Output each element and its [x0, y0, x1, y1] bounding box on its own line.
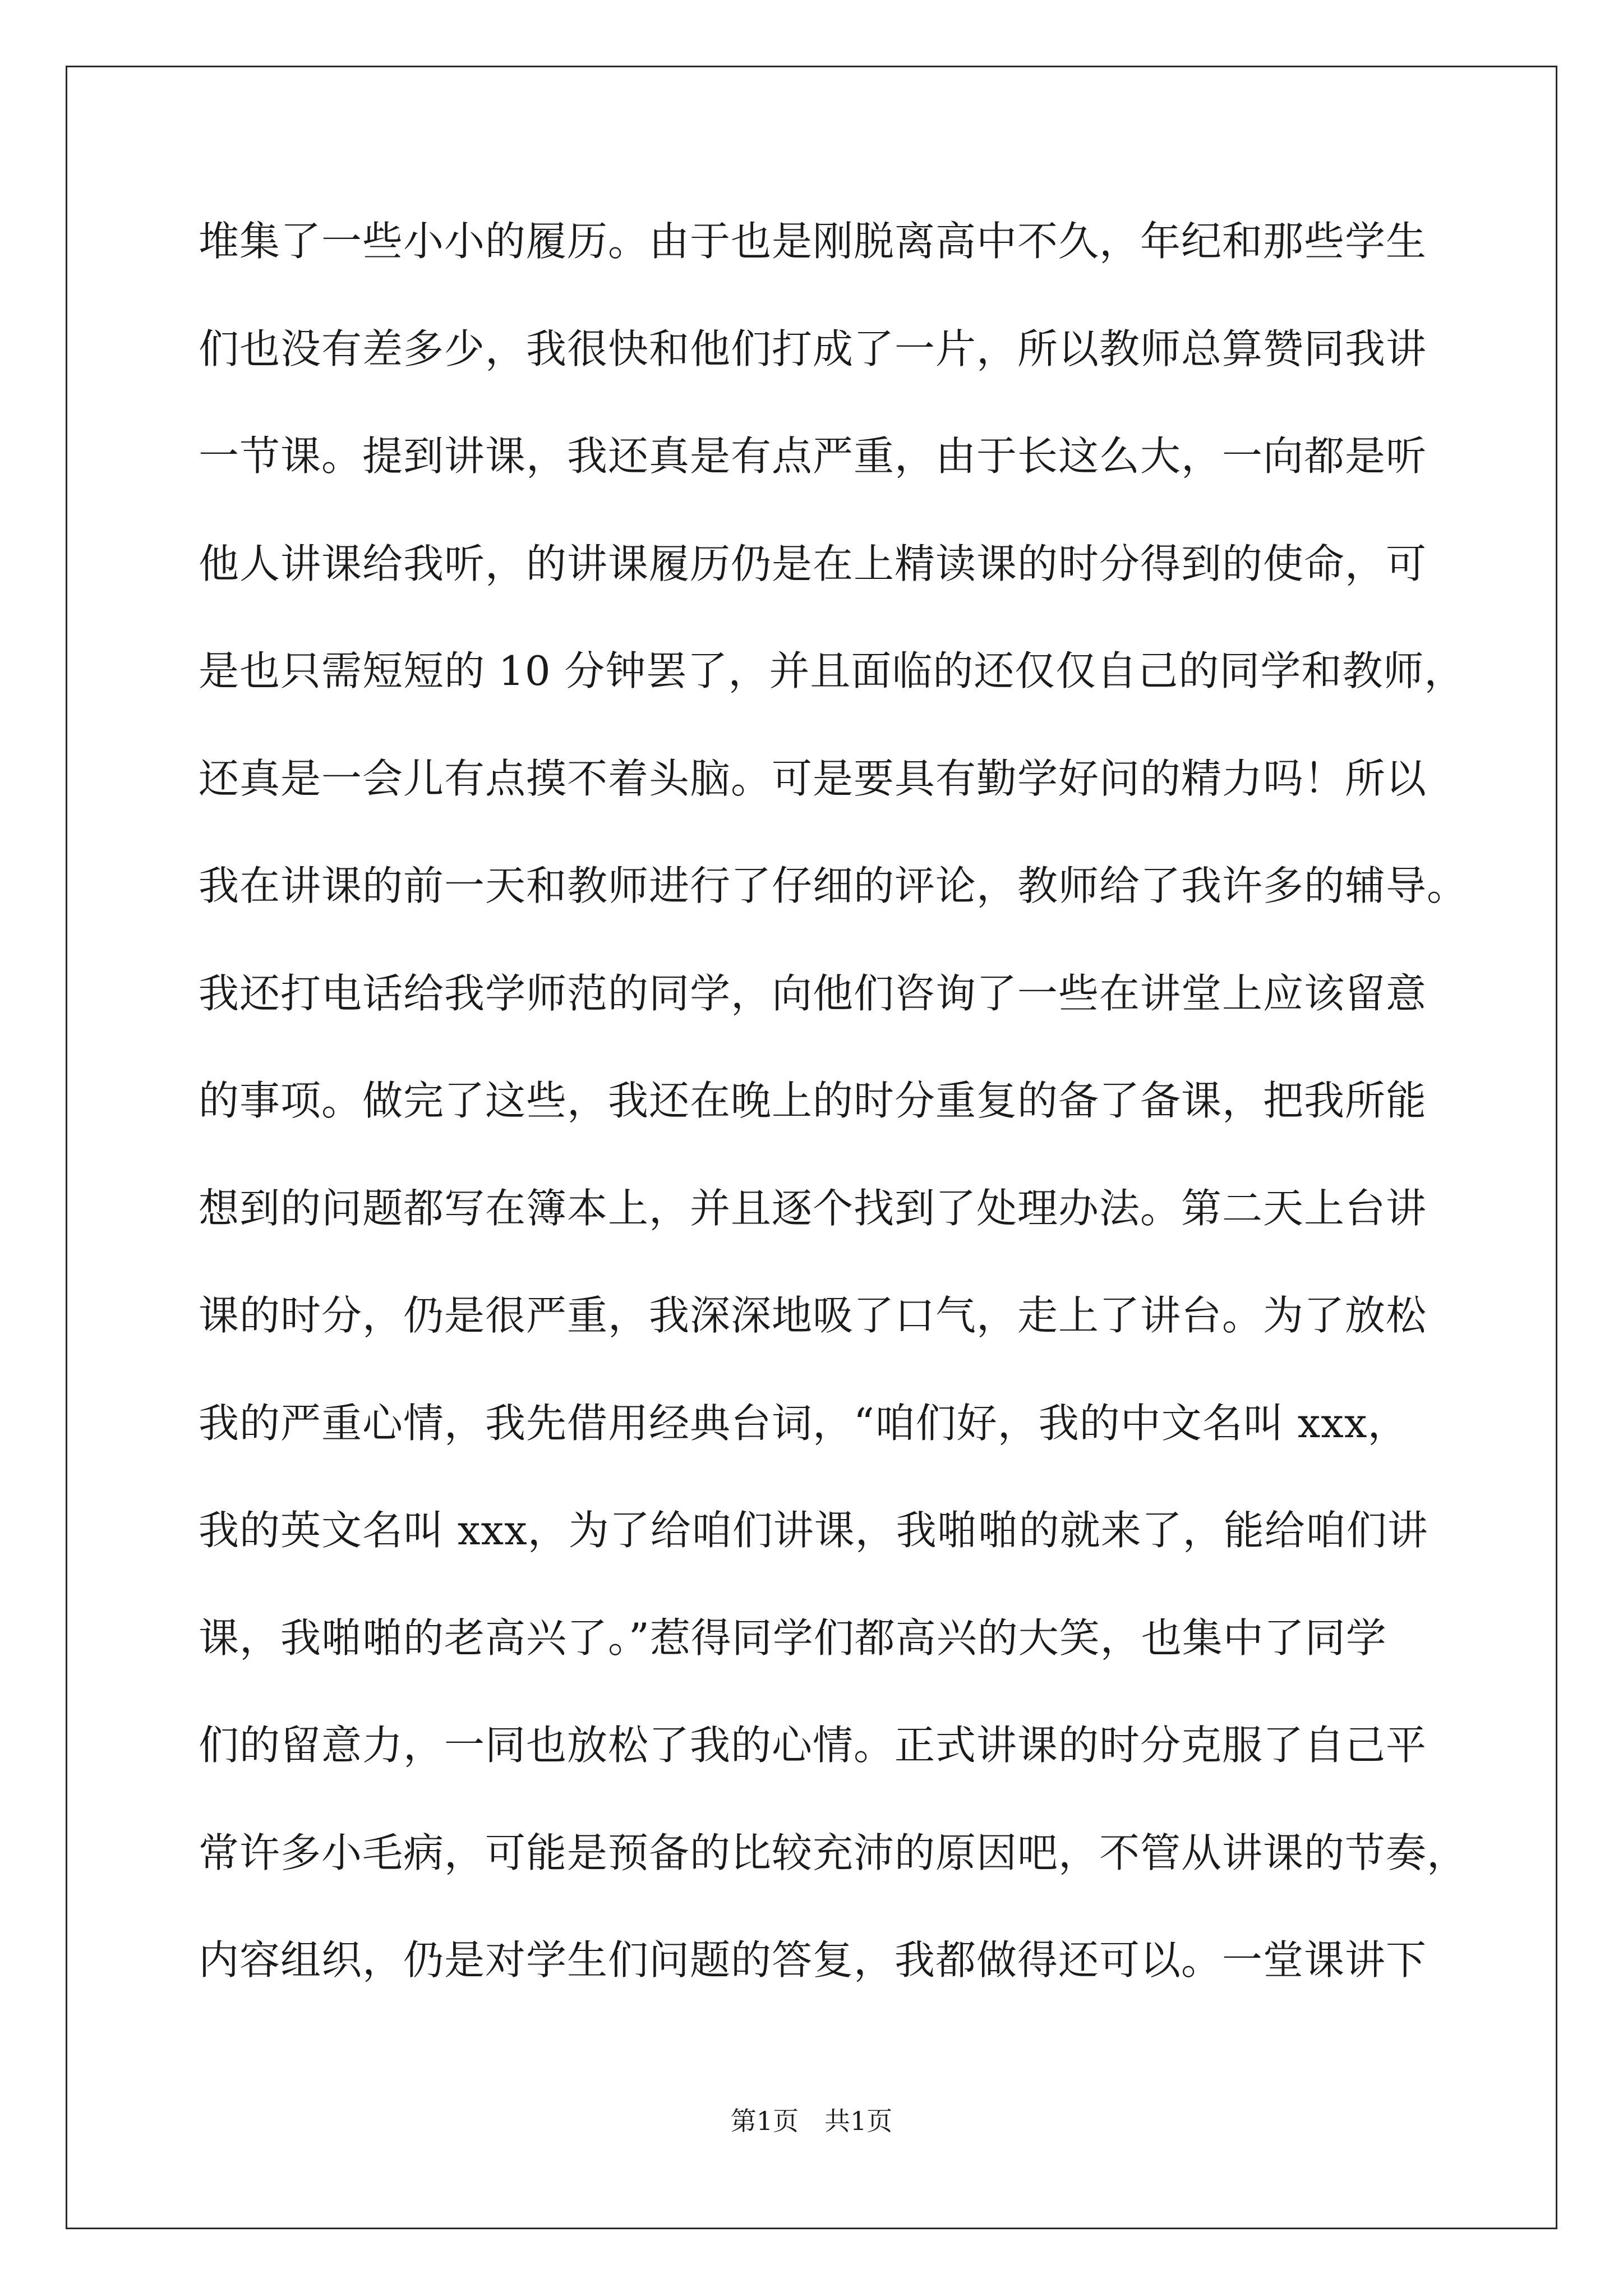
text-line: 的事项。做完了这些，我还在晚上的时分重复的备了备课，把我所能 [199, 1077, 1427, 1124]
text-line: 想到的问题都写在簿本上，并且逐个找到了处理办法。第二天上台讲 [199, 1184, 1427, 1232]
text-line: 是也只需短短的 10 分钟罢了，并且面临的还仅仅自己的同学和教师， [199, 647, 1465, 694]
document-body [199, 216, 1466, 2042]
text-line: 堆集了一些小小的履历。由于也是刚脱离高中不久，年纪和那些学生 [199, 218, 1427, 265]
text-line: 课，我啪啪的老高兴了。”惹得同学们都高兴的大笑，也集中了同学 [199, 1614, 1387, 1662]
page-number-footer: 第1页 共1页 [730, 2106, 893, 2136]
text-line: 还真是一会儿有点摸不着头脑。可是要具有勤学好问的精力吗！所以 [199, 754, 1427, 802]
text-line: 常许多小毛病，可能是预备的比较充沛的原因吧，不管从讲课的节奏， [199, 1829, 1468, 1876]
text-line: 我在讲课的前一天和教师进行了仔细的评论，教师给了我许多的辅导。 [199, 862, 1468, 909]
text-line: 内容组织，仍是对学生们问题的答复，我都做得还可以。一堂课讲下 [199, 1936, 1427, 1984]
text-line: 我的英文名叫 xxx，为了给咱们讲课，我啪啪的就来了，能给咱们讲 [199, 1507, 1428, 1554]
text-line: 我还打电话给我学师范的同学，向他们咨询了一些在讲堂上应该留意 [199, 969, 1427, 1017]
text-line: 我的严重心情，我先借用经典台词，“咱们好，我的中文名叫 xxx， [199, 1399, 1409, 1447]
text-line: 们也没有差多少，我很快和他们打成了一片，所以教师总算赞同我讲 [199, 325, 1427, 372]
text-line: 们的留意力，一同也放松了我的心情。正式讲课的时分克服了自己平 [199, 1722, 1427, 1769]
text-line: 他人讲课给我听，的讲课履历仍是在上精读课的时分得到的使命，可 [199, 540, 1427, 587]
text-line: 课的时分，仍是很严重，我深深地吸了口气，走上了讲台。为了放松 [199, 1292, 1427, 1339]
text-line: 一节课。提到讲课，我还真是有点严重，由于长这么大，一向都是听 [199, 432, 1427, 480]
